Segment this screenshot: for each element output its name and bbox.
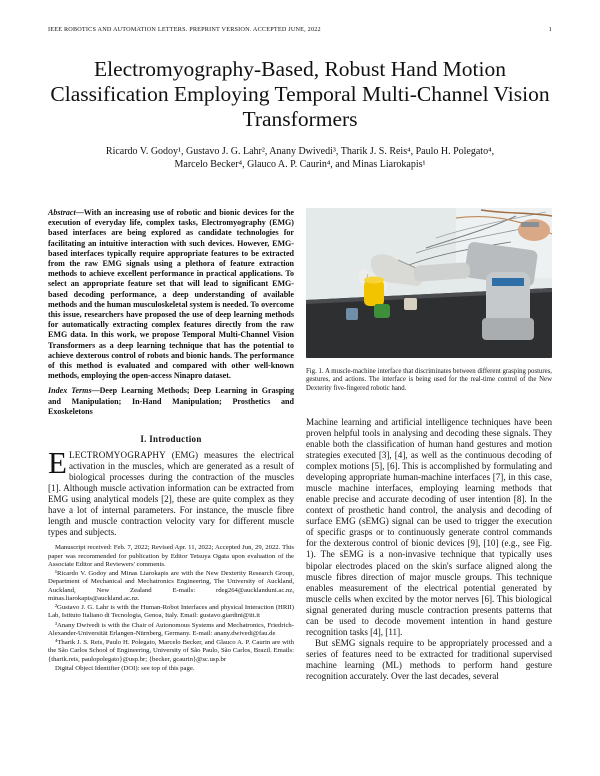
authors-line-1: Ricardo V. Godoy¹, Gustavo J. G. Lahr², Anany Dwivedi³, Tharik J. S. Reis⁴, Paulo H. Polegato⁴, (105, 146, 495, 157)
footnote-manuscript: Manuscript received: Feb. 7, 2022; Revised Apr. 11, 2022; Accepted Jun, 29, 2022. This paper was recommended for publication by Editor Tetsuya Ogata upon evaluation of the Associate Editor and Reviewers' comments. (48, 544, 294, 568)
author-list (60, 145, 540, 171)
authors-line-2: Marcelo Becker⁴, Glauco A. P. Caurin⁴, and Minas Liarokapis¹ (174, 159, 426, 170)
figure-1-photo (306, 208, 552, 358)
right-paragraph-1: Machine learning and artificial intelligence techniques have been proven helpful tools in analysing and decoding these signals. They enable both the classification of human hand gestures and motion strategies executed [3], [4], as well as the continuous decoding of complex motions [5], [6]. This is accomplished by formulating and developing appropriate human-machine interfaces [7], in this case, muscle machine interfaces, employing learning methods that enable precise and accurate decoding of user intention [8]. In the context of prosthetic hand control, the analysis and decoding of surface EMG (sEMG) signal can be used to trigger the execution of specific grasps or to continuously generate control commands for the dexterous control of bionic devices [9], [10] (e.g., see Fig. 1). The sEMG is a non-invasive technique that typically uses bipolar electrodes placed on the skin's surface aligned along the muscle fibres direction of major muscle groups. This technique enables measurement of the electrical potential generated by muscle cells when excited by the motor nerves [6]. This biological signal generated during muscle contraction presents patterns that can be used to decode movement intention in hand gesture recognition tasks [4], [11]. (306, 416, 552, 637)
page-number: 1 (548, 26, 552, 33)
footnote-affiliation-3: ³Anany Dwivedi is with the Chair of Autonomous Systems and Mechatronics, Friedrich-Alexander-Universität Erlangen-Nürnberg, Germany. E-mail: anany.dwivedi@fau.de (48, 621, 294, 637)
section-heading-introduction: I. Introduction (140, 434, 202, 445)
footnote-doi: Digital Object Identifier (DOI): see top of this page. (55, 664, 195, 672)
index-terms (48, 386, 294, 417)
footnote-affiliation-4: ⁴Tharik J. S. Reis, Paulo H. Polegato, Marcelo Becker, and Glauco A. P. Caurin are with the São Carlos School of Engineering, University of São Paulo, São Carlos, Brazil. Emails: {tharik.reis, paulopolegato}@usp.br; {becker, gcaurin}@sc.usp.br (48, 639, 294, 663)
index-terms-label: Index Terms (48, 386, 92, 396)
right-body-text (306, 417, 552, 682)
robotic-hand-illustration (306, 208, 552, 358)
intro-paragraph (48, 445, 294, 538)
abstract-label: Abstract (48, 208, 76, 217)
right-column (306, 208, 552, 682)
right-paragraph-2: But sEMG signals require to be appropriately processed and a series of features need to be extracted for traditional supervised machine learning (ML) methods to perform hand gesture recognition accurately. Over the last decades, several (306, 637, 552, 681)
intro-text: (EMG) measures the electrical activation in the muscles, which are generated as a result of biological processes during the contraction of the muscles [1]. Although muscle activation information can be extracted from EMG using analytical models [2], these are quite complex as they have a lot of internal parameters. For instance, the muscle fibre length and muscle contraction velocity vary for different muscle types and subjects. (48, 450, 294, 538)
footnotes (48, 544, 294, 673)
figure-1-caption: Fig. 1. A muscle-machine interface that discriminates between different grasping postures, gestures, and actions. The interface is being used for the real-time control of the New Dexterity five-fingered robotic hand. (306, 368, 552, 392)
footnote-affiliation-1: ¹Ricardo V. Godoy and Minas Liarokapis are with the New Dexterity Research Group, Department of Mechanical and Mechatronics Engineering, The University of Auckland, Auckland, New Zealand E-mails: rdeg264@aucklanduni.ac.nz, minas.liarokapis@auckland.ac.nz. (48, 570, 294, 602)
index-terms-text: —Deep Learning Methods; Deep Learning in Grasping and Manipulation; In-Hand Manipulation; Prosthetics and Exoskeletons (48, 386, 294, 416)
green-object (374, 304, 390, 318)
abstract-text: —With an increasing use of robotic and bionic devices for the execution of everyday life, complex tasks, Electromyography (EMG) based interfaces are being explored as candidate technologies for facilitating an intuitive interaction with such devices. However, EMG-based interfaces typically require appropriate features to be extracted from the raw EMG signals using a plethora of feature extraction methods to achieve excellent performance in practical applications. To select an appropriate feature set that will lead to significant EMG-based decoding performance, a deep understanding of available methods and the human musculoskeletal system is needed. To overcome this issue, researchers have proposed the use of deep learning methods for automatically extracting complex features directly from the raw EMG data. In this work, we propose Temporal Multi-Channel Vision Transformers as a deep learning technique that has the potential to achieve dexterous control of robots and bionic hands. The performance of this method is evaluated and compared with other well-known methods, employing the open-access Ninapro dataset. (48, 208, 294, 381)
footnote-affiliation-2: ²Gustavo J. G. Lahr is with the Human-Robot Interfaces and physical Interaction (HRII) Lab, Istituto Italiano di Tecnologia, Genoa, Italy. Email: gustavo.giardini@iit.it (48, 604, 294, 620)
journal-header: IEEE ROBOTICS AND AUTOMATION LETTERS. PREPRINT VERSION. ACCEPTED JUNE, 2022 (48, 26, 321, 33)
left-column (48, 208, 294, 674)
dropcap-letter: E (48, 445, 67, 481)
running-header (48, 26, 552, 33)
intro-lead-caps: LECTROMYOGRAPHY (68, 450, 166, 461)
abstract (48, 208, 294, 381)
paper-title: Electromyography-Based, Robust Hand Motion Classification Employing Temporal Multi-Channel Vision Transformers (50, 57, 550, 131)
yellow-object (364, 280, 384, 306)
